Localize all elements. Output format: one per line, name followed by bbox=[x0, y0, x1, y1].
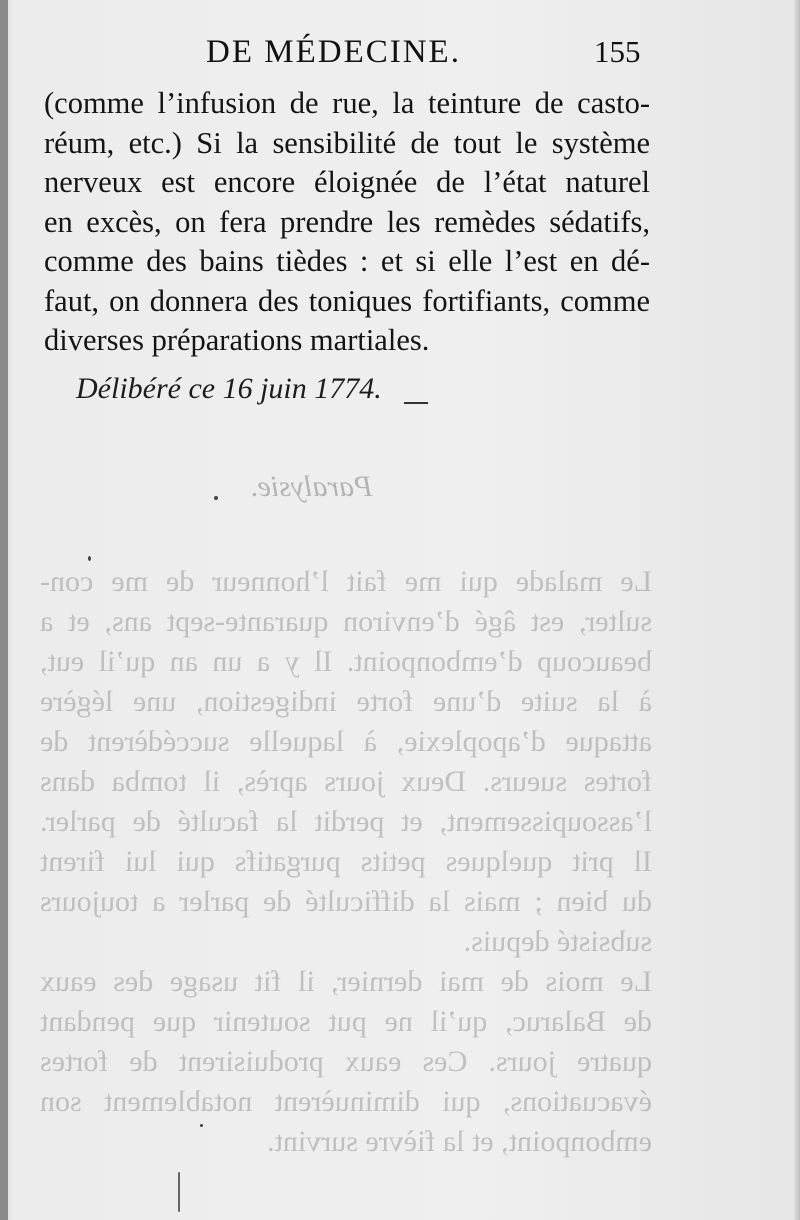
bleed-line: quatre jours. Ces eaux produisirent de fortes bbox=[40, 1045, 652, 1078]
bleed-line: sulter, est âgé d’environ quarante-sept ans, et a bbox=[40, 605, 652, 638]
signature-line: Délibéré ce 16 juin 1774. bbox=[76, 372, 382, 405]
paper-crease bbox=[178, 1172, 180, 1212]
text-line: faut, on donnera des toniques fortifiants, comme bbox=[44, 283, 650, 318]
running-head: DE MÉDECINE. bbox=[206, 34, 461, 70]
bleed-through-title: Paralysie. bbox=[250, 470, 373, 503]
text-line: en excès, on fera prendre les remèdes sédatifs, bbox=[44, 204, 650, 239]
body-text bbox=[44, 84, 650, 361]
page-edge bbox=[794, 0, 800, 1220]
bleed-line: du bien ; mais la difficulté de parler a toujours bbox=[40, 885, 652, 918]
bleed-line: attaque d’apoplexie, à laquelle succédèrent de bbox=[40, 725, 652, 758]
ink-speck bbox=[88, 556, 91, 561]
text-line: diverses préparations martiales. bbox=[44, 323, 430, 357]
bleed-line: Il prit quelques petits purgatifs qui lui firent bbox=[40, 845, 652, 878]
bleed-through-text bbox=[40, 562, 652, 1162]
page-number: 155 bbox=[594, 34, 641, 69]
text-line: comme des bains tièdes : et si elle l’est en dé- bbox=[44, 244, 650, 278]
bleed-line: embonpoint, et la fièvre survint. bbox=[267, 1125, 652, 1158]
text-line: réum, etc.) Si la sensibilité de tout le système bbox=[44, 125, 650, 160]
bleed-line: subsisté depuis. bbox=[463, 925, 652, 958]
text-line: nerveux est encore éloignée de l’état naturel bbox=[44, 165, 650, 199]
bleed-line: beaucoup d’embonpoint. Il y a un an qu’il eut, bbox=[40, 645, 652, 678]
bleed-line: de Balaruc, qu’il ne put soutenir que pendant bbox=[40, 1005, 652, 1038]
ink-speck bbox=[214, 496, 218, 500]
bleed-line: l’assoupissement, et perdit la faculté de parler. bbox=[40, 805, 652, 838]
bleed-line: fortes sueurs. Deux jours après, il tomba dans bbox=[40, 765, 652, 798]
bleed-line: évacuations, qui diminuèrent notablement son bbox=[40, 1085, 652, 1118]
bleed-line: à la suite d’une forte indigestion, une légère bbox=[40, 685, 652, 718]
page-gutter-shadow bbox=[0, 0, 8, 1220]
signature-rule bbox=[404, 402, 428, 404]
text-line: (comme l’infusion de rue, la teinture de casto- bbox=[44, 86, 650, 120]
bleed-line: Le malade qui me fait l’honneur de me con- bbox=[40, 565, 652, 598]
ink-speck bbox=[200, 1124, 203, 1127]
bleed-line: Le mois de mai dernier, il fit usage des eaux bbox=[40, 965, 652, 998]
